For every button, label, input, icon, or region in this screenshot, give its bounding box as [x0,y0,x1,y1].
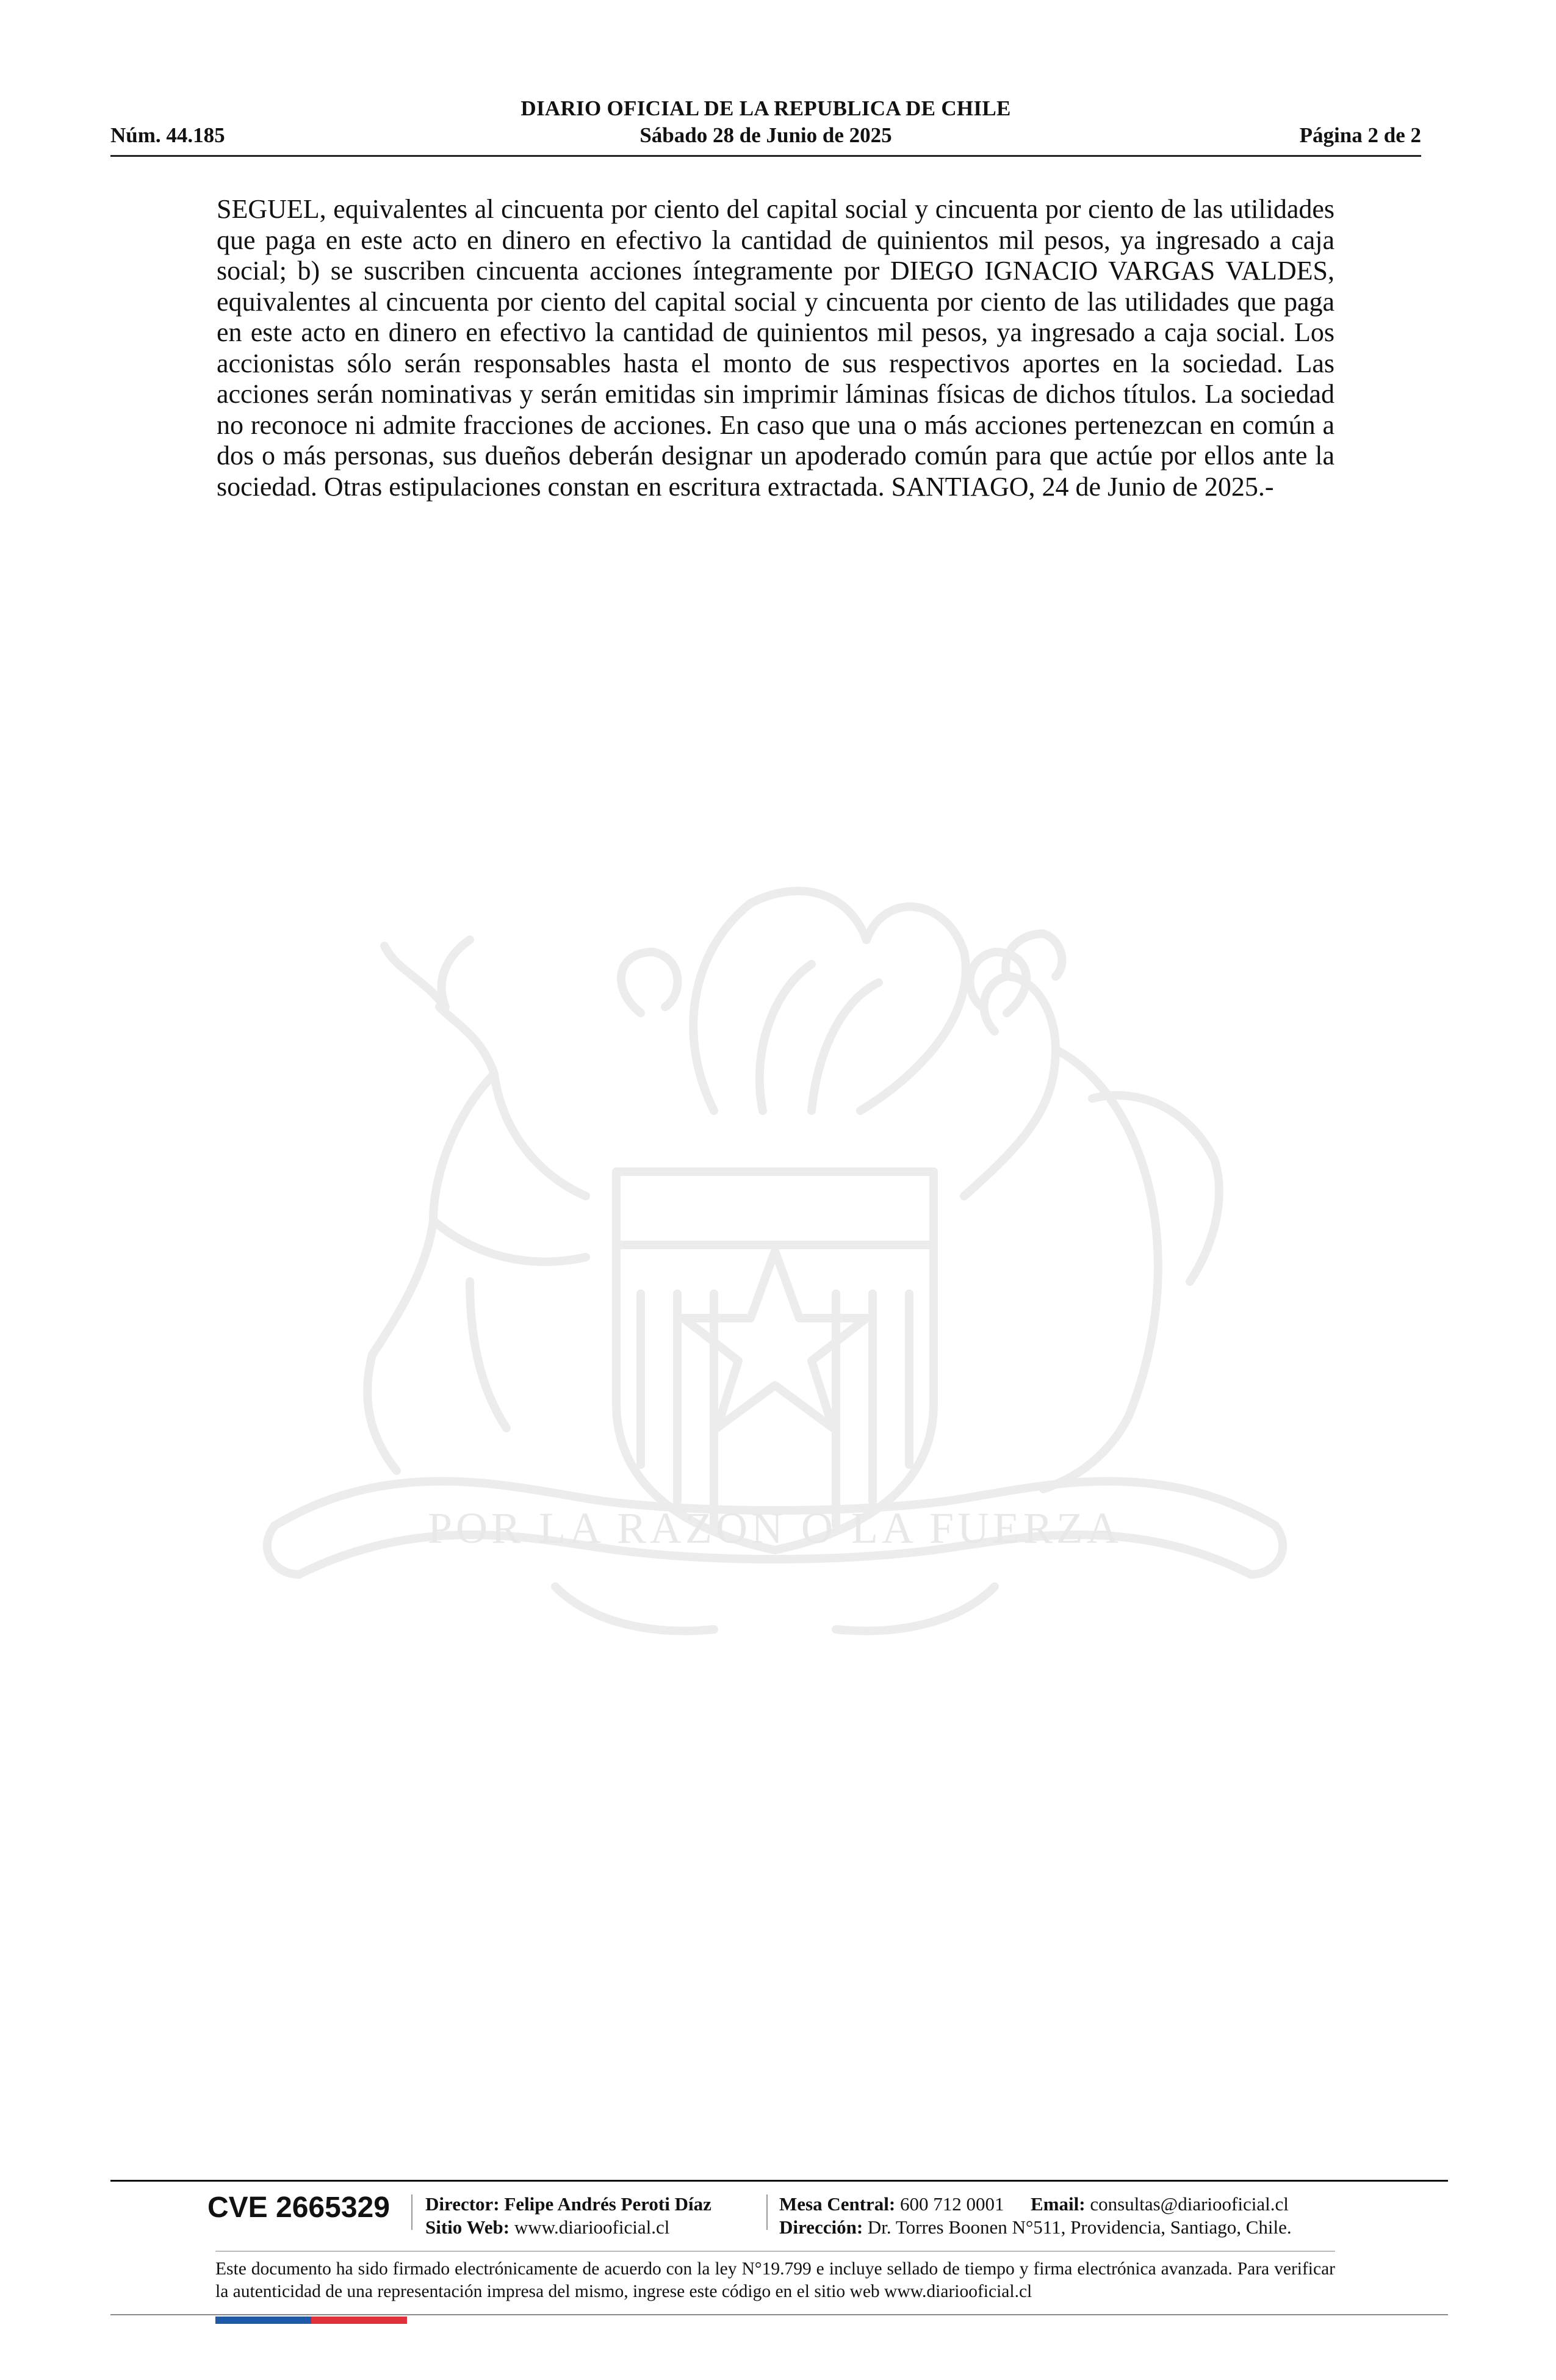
contact-line [779,2193,1292,2216]
email-link[interactable]: consultas@diariooficial.cl [1090,2193,1289,2215]
newspaper-title: DIARIO OFICIAL DE LA REPUBLICA DE CHILE [520,96,1011,120]
footer-divider-top [110,2180,1448,2182]
footer-separator [766,2194,768,2230]
footer-divider-middle [215,2251,1335,2252]
cve-code: CVE 2665329 [207,2191,390,2224]
header-divider [110,155,1421,157]
footer-divider-bottom [110,2314,1448,2315]
director-line [425,2193,711,2216]
page-indicator: Página 2 de 2 [1299,123,1421,147]
document-body-text: SEGUEL, equivalentes al cincuenta por ciento del capital social y cincuenta por ciento de las utilidades que paga en este acto en dinero en efectivo la cantidad de quinientos mil pesos, ya ingresado a caja social; b) se suscriben cincuenta acciones íntegramente por DIEGO IGNACIO VARGAS VALDES, equivalentes al cincuenta por ciento del capital social y cincuenta por ciento de las utilidades que paga en este acto en dinero en efectivo la cantidad de quinientos mil pesos, ya ingresado a caja social. Los accionistas sólo serán responsables hasta el monto de sus respectivos aportes en la sociedad. Las acciones serán nominativas y serán emitidas sin imprimir láminas físicas de dichos títulos. La sociedad no reconoce ni admite fracciones de acciones. En caso que una o más acciones pertenezcan en común a dos o más personas, sus dueños deberán designar un apoderado común para que actúe por ellos ante la sociedad. Otras estipulaciones constan en escritura extractada. SANTIAGO, 24 de Junio de 2025.- [217,194,1334,502]
footer-contact-block [779,2193,1292,2239]
address-line [779,2216,1292,2239]
chile-coat-of-arms-icon [214,854,1336,1672]
phone-label: Mesa Central: [779,2193,896,2215]
address-value: Dr. Torres Boonen N°511, Providencia, Santiago, Chile. [867,2216,1292,2238]
issue-number: Núm. 44.185 [110,123,225,147]
website-line [425,2216,711,2239]
footer-separator [411,2194,412,2230]
phone-number: 600 712 0001 [900,2193,1004,2215]
flag-stripe-blue [215,2317,311,2324]
director-label: Director: [425,2193,500,2215]
issue-date: Sábado 28 de Junio de 2025 [639,123,892,147]
director-name: Felipe Andrés Peroti Díaz [504,2193,711,2215]
footer-director-block [425,2193,711,2239]
signature-notice: Este documento ha sido firmado electrónicamente de acuerdo con la ley N°19.799 e incluye sellado de tiempo y firma electrónica avanzada. Para verificar la autenticidad de una representación impresa del mismo, ingrese este código en el sitio web www.diariooficial.cl [215,2259,1335,2301]
flag-stripe-red [311,2317,407,2324]
website-link[interactable]: www.diariooficial.cl [514,2216,670,2238]
website-label: Sitio Web: [425,2216,510,2238]
coat-of-arms-motto: POR LA RAZON O LA FUERZA [427,1504,1123,1552]
address-label: Dirección: [779,2216,863,2238]
email-label: Email: [1031,2193,1086,2215]
header-row [110,123,1421,151]
